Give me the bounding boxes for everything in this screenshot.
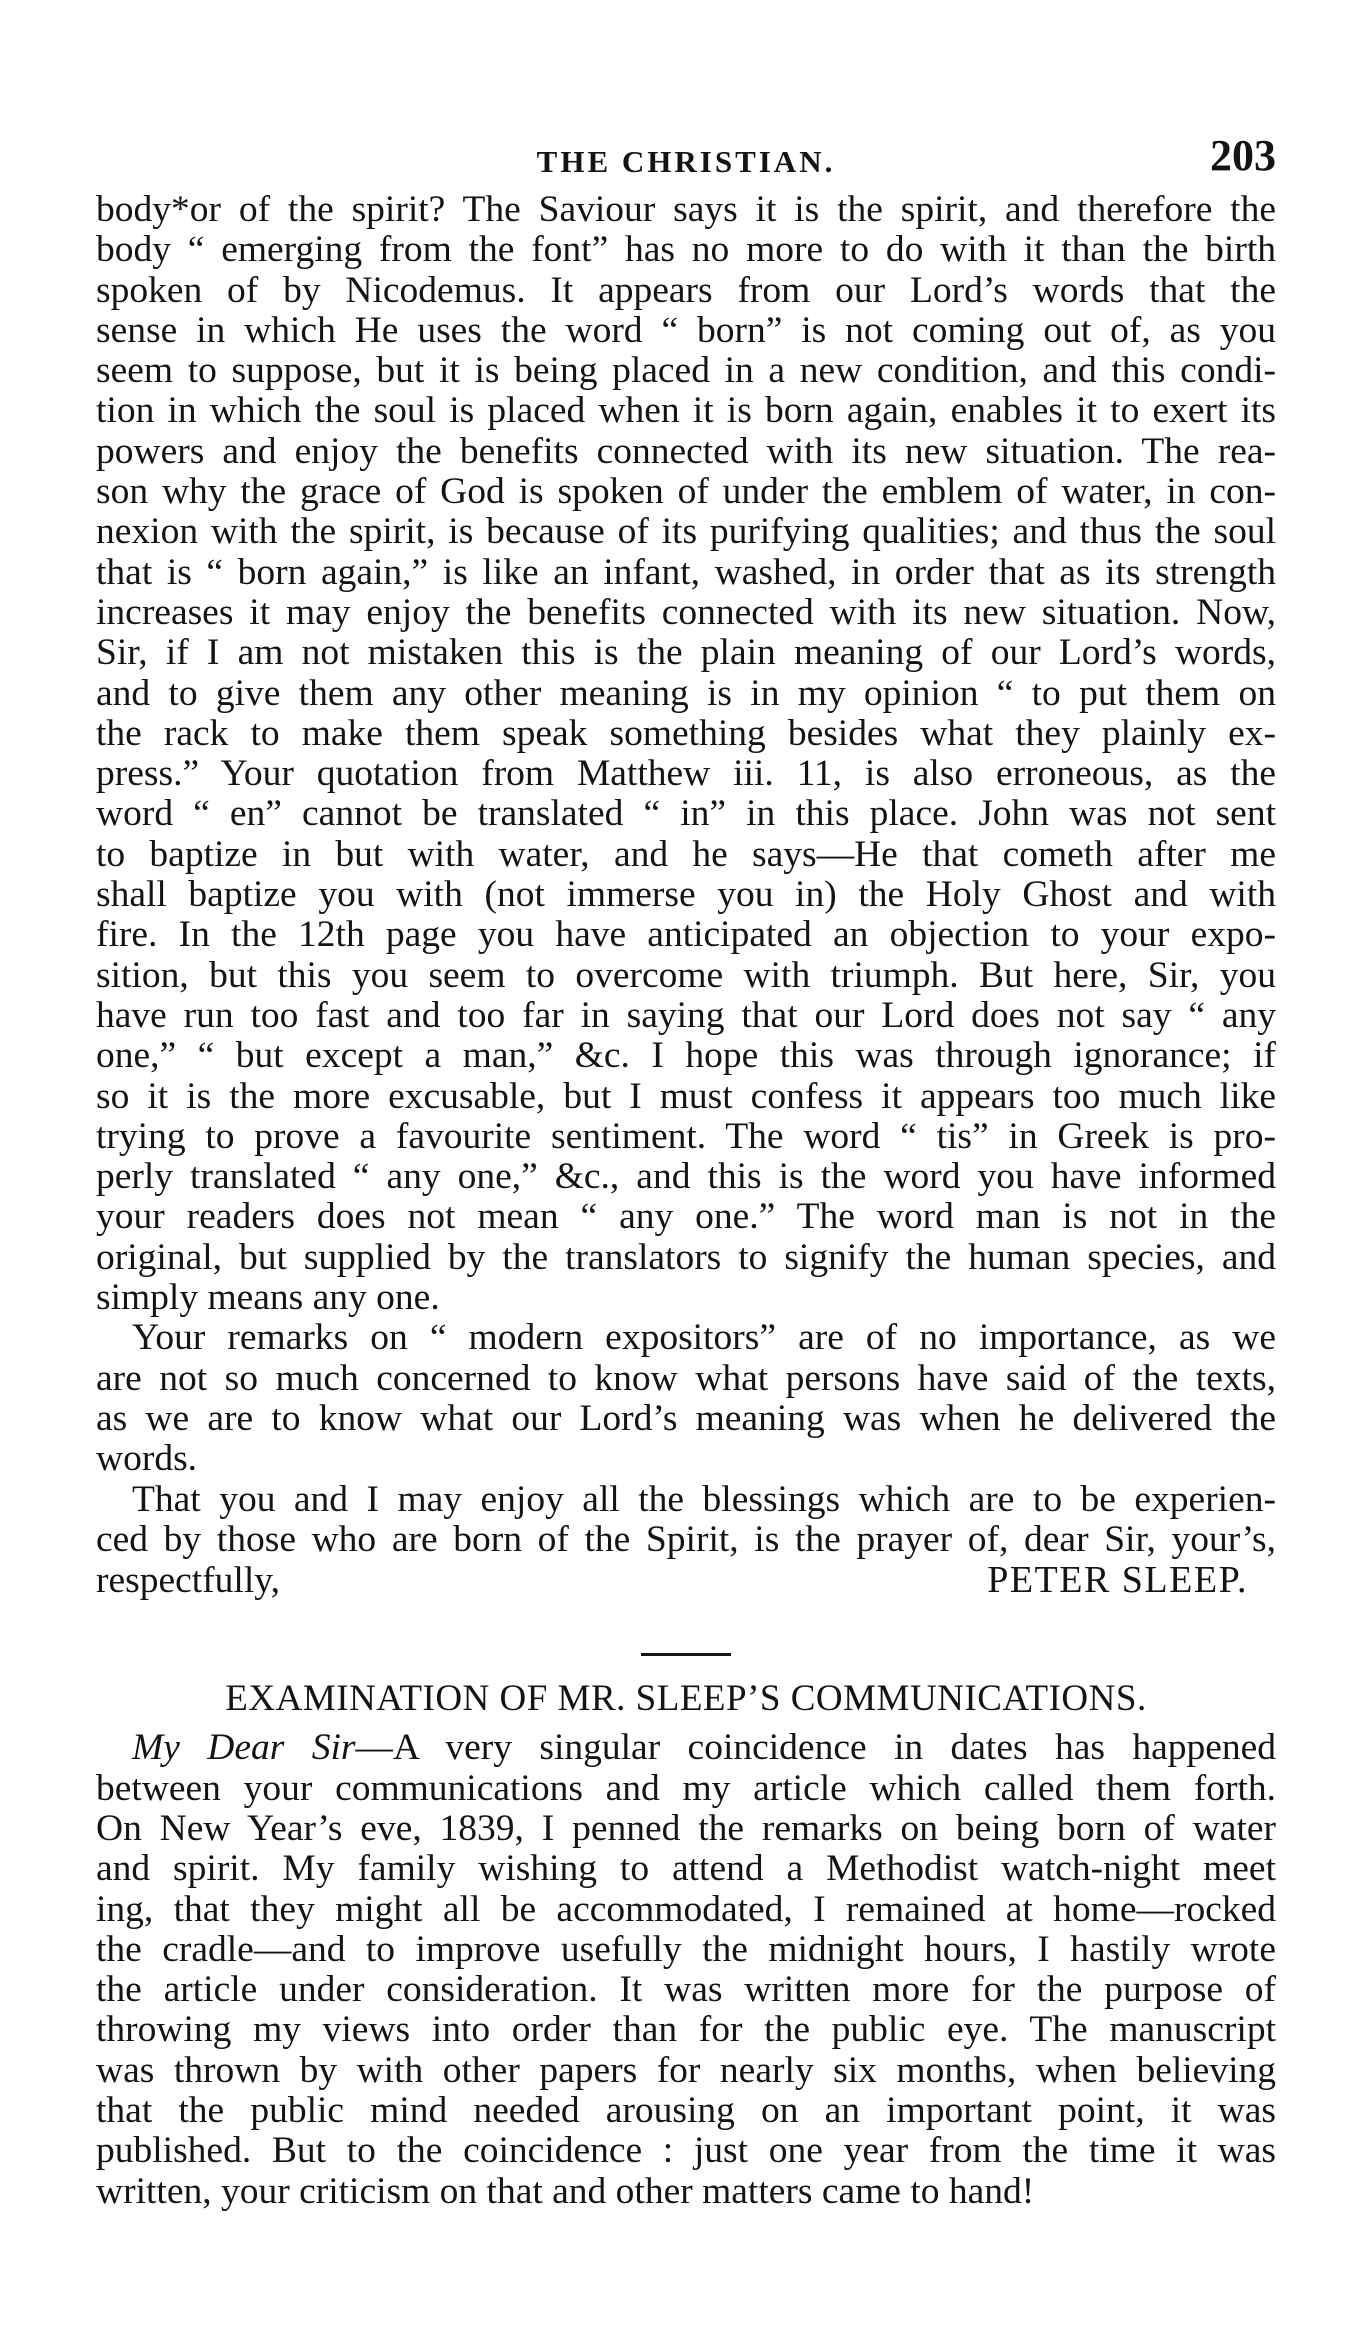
text-line: and to give them any other meaning is in my opinion “ to put them on — [96, 672, 1276, 714]
text-line: words. — [96, 1438, 198, 1480]
text-line: as we are to know what our Lord’s meaning was when he delivered the — [96, 1397, 1276, 1439]
text-line: That you and I may enjoy all the blessings which are to be experien- — [132, 1478, 1276, 1520]
signature-line — [96, 1560, 1276, 1601]
text-line: body “ emerging from the font” has no more to do with it than the birth — [96, 229, 1276, 271]
text-line: shall baptize you with (not immerse you in) the Holy Ghost and with — [96, 874, 1276, 916]
section-divider — [641, 1653, 731, 1656]
text-line: ing, that they might all be accommodated, I remained at home—rocked — [96, 1888, 1276, 1930]
text-line: nexion with the spirit, is because of its purifying qualities; and thus the soul — [96, 511, 1276, 553]
text-line: have run too fast and too far in saying that our Lord does not say “ any — [96, 994, 1276, 1036]
book-page — [96, 130, 1276, 2212]
text-line: that is “ born again,” is like an infant, washed, in order that as its strength — [96, 551, 1276, 593]
text-line: published. But to the coincidence : just one year from the time it was — [96, 2130, 1276, 2172]
text-line: body*or of the spirit? The Saviour says it is the spirit, and therefore the — [96, 189, 1276, 230]
text-line: one,” “ but except a man,” &c. I hope this was through ignorance; if — [96, 1035, 1276, 1077]
text-line: press.” Your quotation from Matthew iii. 11, is also erroneous, as the — [96, 753, 1276, 795]
text-line: the cradle—and to improve usefully the midnight hours, I hastily wrote — [96, 1928, 1276, 1970]
text-line: Sir, if I am not mistaken this is the plain meaning of our Lord’s words, — [96, 632, 1276, 674]
text-line: fire. In the 12th page you have anticipated an objection to your expo- — [96, 914, 1276, 956]
text-line: Your remarks on “ modern expositors” are of no importance, as we — [132, 1317, 1276, 1359]
text-line: sition, but this you seem to overcome with triumph. But here, Sir, you — [96, 954, 1276, 996]
salutation: My Dear Sir — [132, 1727, 356, 1769]
text-line: sense in which He uses the word “ born” is not coming out of, as you — [96, 309, 1276, 351]
text-line: simply means any one. — [96, 1277, 440, 1319]
text-line: trying to prove a favourite sentiment. The word “ tis” in Greek is pro- — [96, 1115, 1276, 1157]
text-line: On New Year’s eve, 1839, I penned the remarks on being born of water — [96, 1807, 1276, 1849]
text-line: the rack to make them speak something besides what they plainly ex- — [96, 712, 1276, 754]
text-line: perly translated “ any one,” &c., and this is the word you have informed — [96, 1156, 1276, 1198]
text-line: throwing my views into order than for the public eye. The manuscript — [96, 2009, 1276, 2051]
running-head — [96, 130, 1276, 190]
text-line: between your communications and my article which called them forth. — [96, 1767, 1276, 1809]
letter-paragraph-3 — [96, 1480, 1276, 1561]
text-line: powers and enjoy the benefits connected with its new situation. The rea- — [96, 430, 1276, 472]
section-heading: EXAMINATION OF MR. SLEEP’S COMMUNICATIONS. — [225, 1678, 1147, 1720]
text-line — [96, 1728, 1276, 1768]
text-line: ced by those who are born of the Spirit, is the prayer of, dear Sir, your’s, — [96, 1518, 1276, 1560]
text-line: increases it may enjoy the benefits connected with its new situation. Now, — [96, 591, 1276, 633]
letter-signature: PETER SLEEP. — [987, 1559, 1248, 1602]
text-line: written, your criticism on that and other matters came to hand! — [96, 2170, 1035, 2212]
letter-paragraph-2 — [96, 1318, 1276, 1479]
text-line: son why the grace of God is spoken of under the emblem of water, in con- — [96, 471, 1276, 513]
text-line: your readers does not mean “ any one.” The word man is not in the — [96, 1196, 1276, 1238]
text-line: original, but supplied by the translators to signify the human species, and — [96, 1236, 1276, 1278]
text-line: tion in which the soul is placed when it is born again, enables it to exert its — [96, 390, 1276, 432]
text-line: seem to suppose, but it is being placed in a new condition, and this condi- — [96, 350, 1276, 392]
page-number: 203 — [1210, 131, 1276, 180]
text-line: and spirit. My family wishing to attend a Methodist watch-night meet — [96, 1848, 1276, 1890]
text-line: to baptize in but with water, and he says—He that cometh after me — [96, 833, 1276, 875]
text-line: are not so much concerned to know what persons have said of the texts, — [96, 1357, 1276, 1399]
text-line: word “ en” cannot be translated “ in” in this place. John was not sent — [96, 793, 1276, 835]
first-line-text: —A very singular coincidence in dates has happened — [355, 1727, 1276, 1769]
letter-closing: respectfully, — [96, 1560, 280, 1602]
letter-paragraph-1 — [96, 190, 1276, 1318]
text-line: spoken of by Nicodemus. It appears from our Lord’s words that the — [96, 269, 1276, 311]
text-line: that the public mind needed arousing on an important point, it was — [96, 2090, 1276, 2132]
examination-paragraph — [96, 1728, 1276, 2212]
text-line: so it is the more excusable, but I must confess it appears too much like — [96, 1075, 1276, 1117]
running-title: THE CHRISTIAN. — [536, 144, 836, 179]
text-line: was thrown by with other papers for nearly six months, when believing — [96, 2049, 1276, 2091]
text-line: the article under consideration. It was written more for the purpose of — [96, 1969, 1276, 2011]
